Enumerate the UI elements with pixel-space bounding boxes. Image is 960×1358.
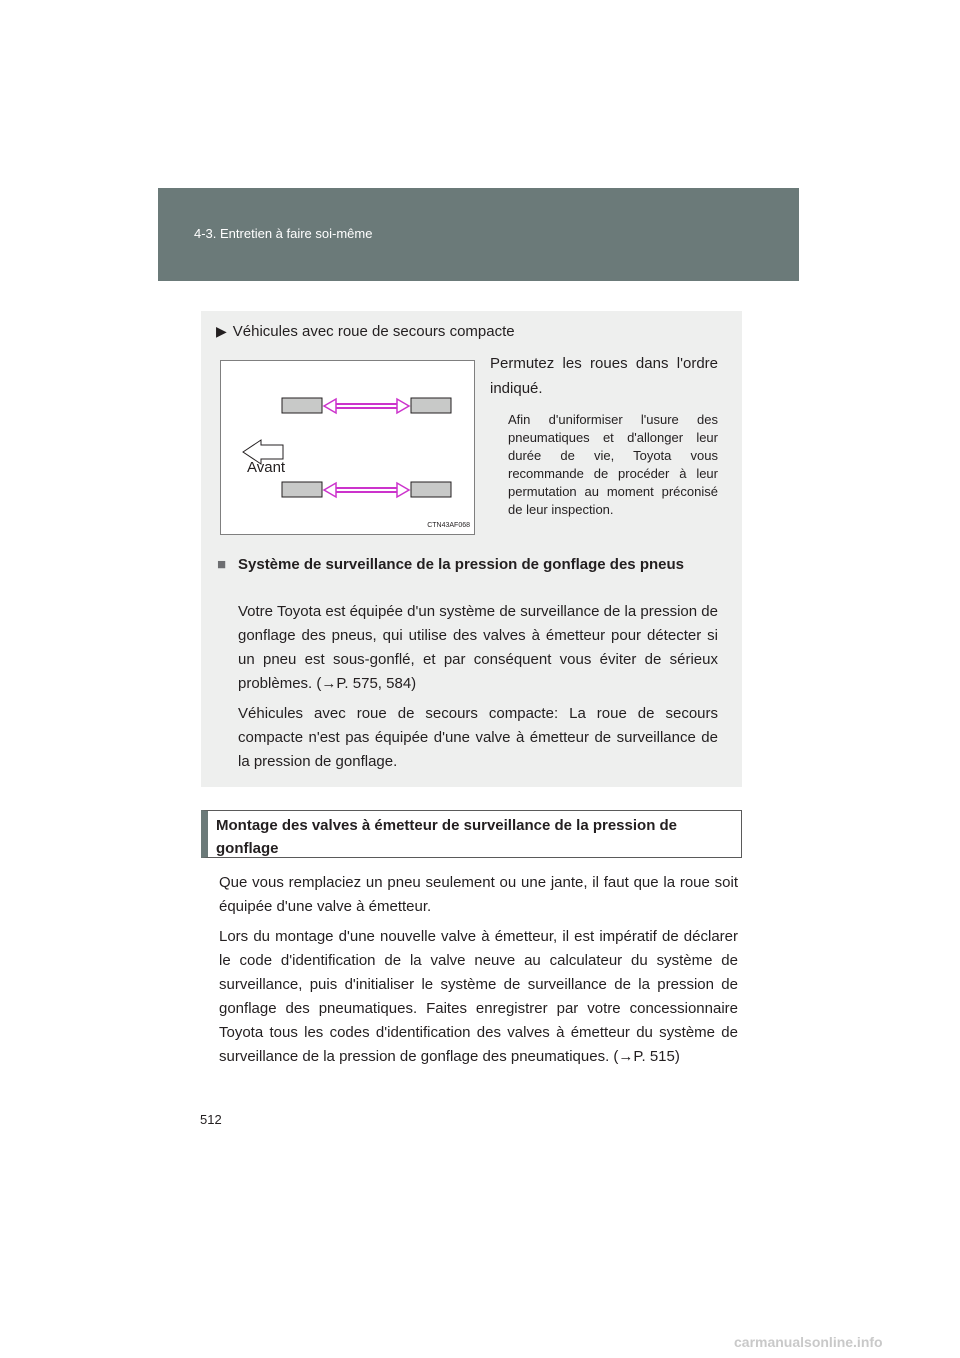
body-paragraph: Que vous remplaciez un pneu seulement ou une jante, il faut que la roue soit équipée d'une valve à émetteur. [219,874,738,915]
section-title: 4-3. Entretien à faire soi-même [194,226,373,241]
figure-code: CTN43AF068 [427,522,470,529]
page-number: 512 [200,1112,222,1127]
spare-wheel-paragraph: Véhicules avec roue de secours compacte: La roue de secours compacte n'est pas équipée d'une valve à émetteur de surveillance de la pression de gonflage. [238,705,718,770]
info-panel [201,311,742,787]
tire-rear-right [411,482,451,497]
play-marker-icon: ▶ [216,323,227,339]
square-bullet-icon: ■ [217,556,227,573]
panel-subheading [216,323,515,340]
double-arrow-icon [324,483,409,497]
section-heading: Montage des valves à émetteur de surveillance de la pression de gonflage [216,817,678,857]
body-paragraph: Lors du montage d'une nouvelle valve à émetteur, il est impératif de déclarer le code d'identification de la valve neuve au calculateur du système de surveillance, puis d'initialiser le système de surveillance de la pression de gonflage des pneumatiques. Faites enregistrer par votre concessionnaire Toyota tous les codes d'identification des valves à émetteur du système de surveillance de la pression de gonflage des pneumatiques. (→P. 515) [219,928,738,1065]
rotation-instruction: Permutez les roues dans l'ordre indiqué. [490,355,718,397]
tpms-section-title [217,553,718,576]
tpms-paragraph: Votre Toyota est équipée d'un système de surveillance de la pression de gonflage des pneus, qui utilise des valves à émetteur pour détecter si un pneu est sous-gonflé, et par conséquent vous éviter de sérieux problèmes. (→P. 575, 584) [238,603,718,692]
subheading-text: Véhicules avec roue de secours compacte [232,323,515,340]
tpms-title-text: Système de surveillance de la pression de gonflage des pneus [238,556,684,573]
rotation-note: Afin d'uniformiser l'usure des pneumatiques et d'allonger leur durée de vie, Toyota vous recommande de procéder à leur permutation au moment préconisé de leur inspection. [508,412,718,517]
watermark-text: carmanualsonline.info [734,1334,883,1350]
section-heading-box [201,810,742,858]
front-label: Avant [247,459,286,476]
tire-rotation-figure [220,360,475,535]
tire-rear-left [282,482,322,497]
header-band [158,188,799,281]
rotation-diagram [221,361,474,534]
tire-front-right [411,398,451,413]
tire-front-left [282,398,322,413]
double-arrow-icon [324,399,409,413]
